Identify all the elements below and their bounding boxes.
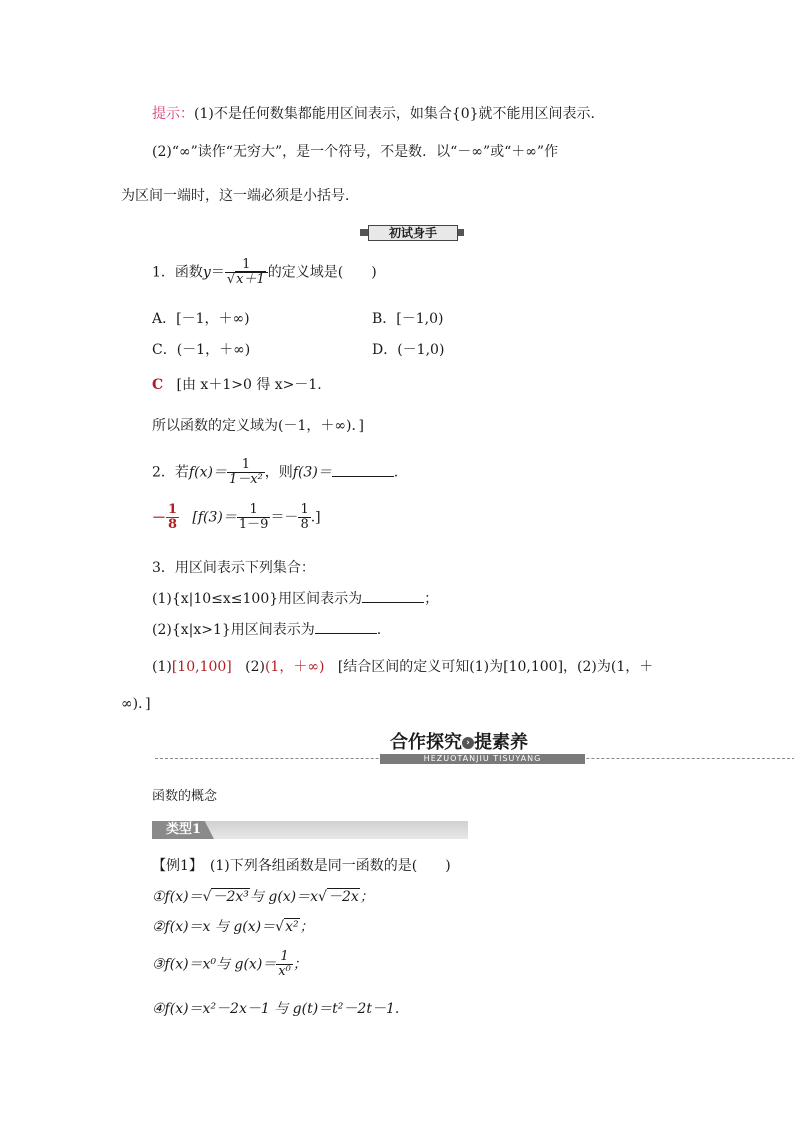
ex2-b: x² (285, 919, 299, 935)
q1-option-c: C．(－1，＋∞) (152, 342, 251, 358)
hint-label: 提示： (152, 106, 194, 122)
q2-sol-pre: [f(3)＝ (192, 509, 237, 526)
ex3-c: ； (292, 956, 307, 973)
q2-answer-sign: － (152, 510, 166, 527)
type-tag-label: 类型1 (166, 822, 202, 837)
q1-eq: ＝ (210, 264, 225, 281)
q3-answer-1: [10,100] (171, 659, 232, 675)
q1-stem (152, 258, 377, 287)
hint-text-2: (2)“∞”读作“无穷大”，是一个符号，不是数．以“－∞”或“＋∞”作 (152, 144, 559, 160)
q3-blank-2 (315, 621, 377, 634)
q2-blank (332, 464, 394, 477)
example-head: 【例1】 (1)下列各组函数是同一函数的是( ) (152, 858, 451, 874)
q3-sol-line-1: [结合区间的定义可知(1)为[10,100]，(2)为(1，＋ (337, 659, 654, 675)
q2-fraction (227, 458, 265, 487)
q2-sol-num-2: 1 (300, 502, 309, 517)
q2-f3: f(3)＝ (292, 464, 332, 481)
q3-ans-label-1: (1) (152, 659, 172, 675)
q3-blank-1 (362, 590, 424, 603)
ex3-num: 1 (276, 950, 293, 965)
q2-sol-fraction (237, 503, 271, 532)
q2-prefix: 2．若 (152, 464, 189, 481)
q1-var: y (202, 264, 211, 281)
hint-text-3: 为区间一端时，这一端必须是小括号． (121, 188, 359, 204)
q1-suffix: 的定义域是( ) (267, 264, 377, 281)
ex1-a: ①f(x)＝ (152, 889, 203, 905)
q3-solution-1 (152, 656, 653, 676)
q2-answer-num: 1 (168, 502, 178, 517)
q1-fraction (225, 258, 268, 287)
ex1-e: ； (359, 889, 374, 905)
q1-option-d: D．(－1,0) (372, 342, 445, 358)
q3-ans-label-2: (2) (245, 659, 265, 675)
q2-answer-fraction (166, 503, 179, 532)
q3-solution-2: ∞)．] (121, 696, 151, 712)
q2-sol-eq: ＝－ (270, 509, 299, 526)
hint-line-1 (152, 103, 595, 123)
ex3-fraction (276, 950, 293, 979)
q3-p1-end: ； (424, 591, 439, 607)
q2-den: 1－x² (228, 472, 263, 487)
q1-den: √x＋1 (226, 272, 265, 287)
example-item-1: ①f(x)＝√－2x³与 g(x)＝x√－2x； (152, 889, 374, 905)
q3-answer-2: (1，＋∞) (264, 659, 325, 675)
ex3-a: ③f(x)＝x⁰与 g(x)＝ (152, 956, 277, 973)
q2-fx: f(x)＝ (188, 464, 227, 481)
banner-label: 初试身手 (368, 225, 458, 241)
topic-heading: 函数的概念 (152, 789, 218, 804)
q1-solution-2: 所以函数的定义域为(－1，＋∞)．] (152, 418, 364, 434)
q1-den-radicand: x＋1 (236, 272, 265, 287)
arrow-right-icon: › (462, 737, 474, 749)
q1-option-a: A．[－1，＋∞) (152, 311, 250, 327)
example-item-2: ②f(x)＝x 与 g(x)＝√x²； (152, 919, 314, 935)
example-item-4: ④f(x)＝x²－2x－1 与 g(t)＝t²－2t－1. (152, 1001, 400, 1017)
q1-sol1: [由 x＋1>0 得 x>－1. (176, 377, 322, 393)
section-title-b: 提素养 (474, 732, 528, 753)
q2-sol-fraction-2 (298, 503, 310, 532)
q2-mid: ，则 (264, 464, 293, 481)
example-item-3 (152, 950, 307, 979)
q1-answer: C (152, 377, 164, 393)
ex2-c: ； (299, 919, 314, 935)
q2-answer-den: 8 (168, 517, 178, 532)
q3-p2: (2){x|x>1}用区间表示为 (152, 622, 315, 638)
ex1-c: 与 g(x)＝x (249, 889, 319, 905)
q2-stem (152, 458, 398, 487)
q2-sol-den: 1－9 (238, 517, 269, 532)
q2-sol-num: 1 (237, 503, 271, 518)
q1-option-b: B．[－1,0) (372, 311, 444, 327)
q3-title: 3．用区间表示下列集合： (152, 560, 315, 576)
hint-text-1: (1)不是任何数集都能用区间表示，如集合{0}就不能用区间表示. (194, 106, 596, 122)
q3-part-1 (152, 588, 438, 608)
banner-try (360, 225, 464, 241)
ex3-den: x⁰ (278, 964, 291, 979)
q2-sol-den-2: 8 (300, 517, 309, 532)
q2-end: . (393, 464, 399, 481)
q2-num: 1 (227, 458, 265, 473)
section-title-a: 合作探究 (390, 732, 462, 753)
q1-prefix: 1．函数 (152, 264, 203, 281)
q2-solution (152, 503, 321, 532)
ex2-a: ②f(x)＝x 与 g(x)＝ (152, 919, 276, 935)
q2-sol-end: .] (310, 509, 321, 526)
q3-p1: (1){x|10≤x≤100}用区间表示为 (152, 591, 363, 607)
section-title (390, 728, 528, 754)
q1-num: 1 (225, 258, 268, 273)
q3-part-2 (152, 619, 381, 639)
q1-solution-1 (152, 374, 322, 394)
section-subtitle: HEZUOTANJIU TISUYANG (380, 754, 585, 764)
ex1-d: －2x (327, 889, 359, 905)
q3-p2-end: . (376, 622, 382, 638)
ex1-b: －2x³ (212, 889, 249, 905)
